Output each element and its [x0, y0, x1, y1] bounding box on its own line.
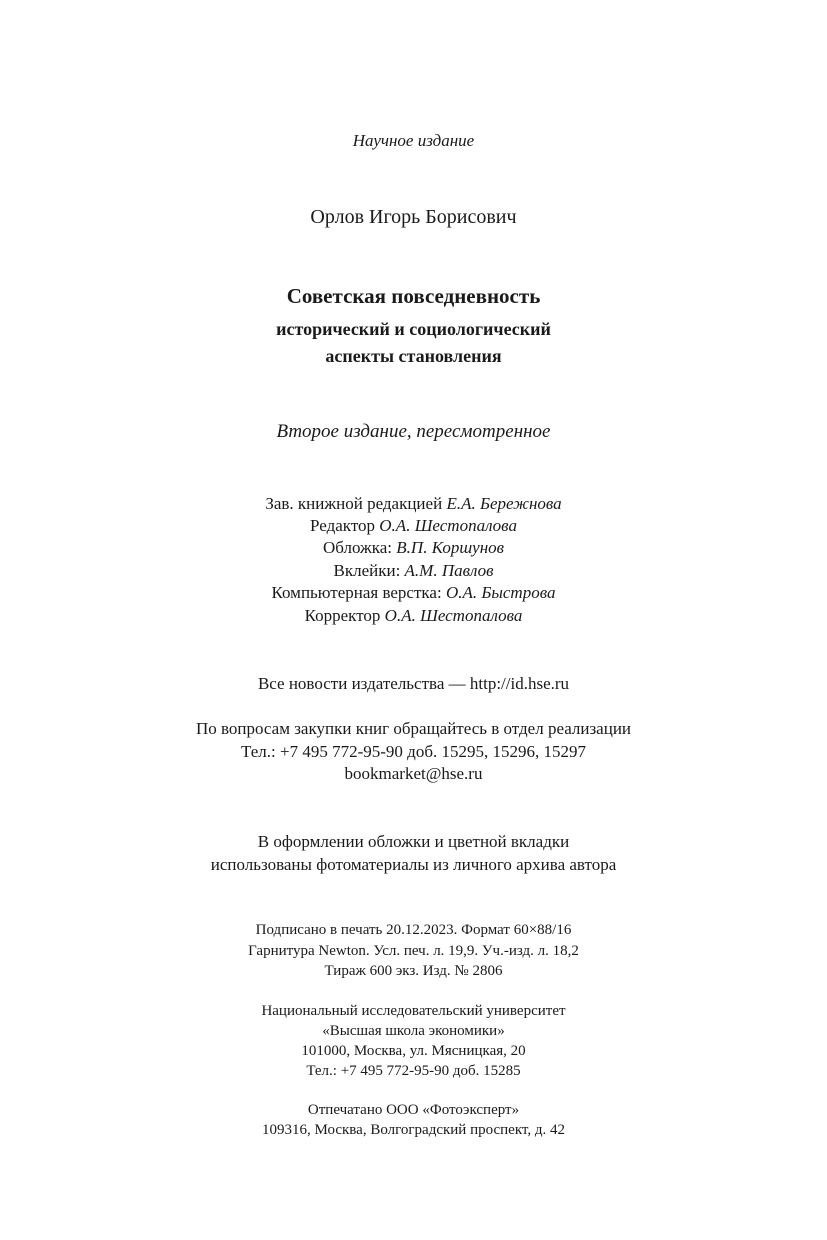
- credit-role: Компьютерная верстка:: [271, 583, 442, 602]
- sales-info-text: По вопросам закупки книг обращайтесь в отдел реализации: [195, 719, 632, 738]
- sales-email: bookmarket@hse.ru: [344, 764, 483, 783]
- print-specs-line-2: Гарнитура Newton. Усл. печ. л. 19,9. Уч.-изд. л. 18,2: [248, 943, 579, 959]
- credit-role: Корректор: [304, 606, 381, 625]
- edition-note: Второе издание, пересмотренное: [276, 421, 551, 442]
- series-label: Научное издание: [352, 131, 475, 150]
- print-specs-line-3: Тираж 600 экз. Изд. № 2806: [324, 963, 503, 979]
- printer-address: 109316, Москва, Волгоградский проспект, д. 42: [262, 1122, 565, 1138]
- credit-name: В.П. Коршунов: [396, 538, 505, 557]
- credit-line: [0, 494, 827, 514]
- credit-line: [0, 606, 827, 626]
- credit-role: Вклейки:: [333, 561, 401, 580]
- publisher-phone: Тел.: +7 495 772-95-90 доб. 15285: [306, 1063, 521, 1079]
- sales-phone: Тел.: +7 495 772-95-90 доб. 15295, 15296, 15297: [241, 742, 586, 761]
- credit-line: [0, 516, 827, 536]
- book-title: Советская повседневность: [286, 284, 541, 308]
- credit-name: Е.А. Бережнова: [446, 494, 562, 513]
- book-subtitle-line-2: аспекты становления: [325, 346, 502, 366]
- publisher-line-1: Национальный исследовательский университет: [261, 1003, 566, 1019]
- publisher-news-line: Все новости издательства — http://id.hse.ru: [257, 674, 570, 693]
- book-subtitle-line-1: исторический и социологический: [276, 319, 551, 339]
- credit-name: О.А. Шестопалова: [379, 516, 517, 535]
- credit-name: О.А. Шестопалова: [384, 606, 523, 625]
- credit-role: Обложка:: [322, 538, 393, 557]
- credit-name: А.М. Павлов: [404, 561, 494, 580]
- author-name: Орлов Игорь Борисович: [310, 206, 517, 228]
- photo-note-line-1: В оформлении обложки и цветной вкладки: [257, 832, 570, 851]
- printer-name: Отпечатано ООО «Фотоэксперт»: [307, 1102, 520, 1118]
- photo-note-line-2: использованы фотоматериалы из личного архива автора: [210, 855, 617, 874]
- credit-line: [0, 583, 827, 603]
- credit-line: [0, 538, 827, 558]
- credit-role: Зав. книжной редакцией: [265, 494, 443, 513]
- credit-role: Редактор: [310, 516, 376, 535]
- publisher-address: 101000, Москва, ул. Мясницкая, 20: [301, 1043, 526, 1059]
- print-specs-line-1: Подписано в печать 20.12.2023. Формат 60×88/16: [255, 922, 572, 938]
- credit-name: О.А. Быстрова: [445, 583, 556, 602]
- credit-line: [0, 561, 827, 581]
- publisher-line-2: «Высшая школа экономики»: [322, 1023, 505, 1039]
